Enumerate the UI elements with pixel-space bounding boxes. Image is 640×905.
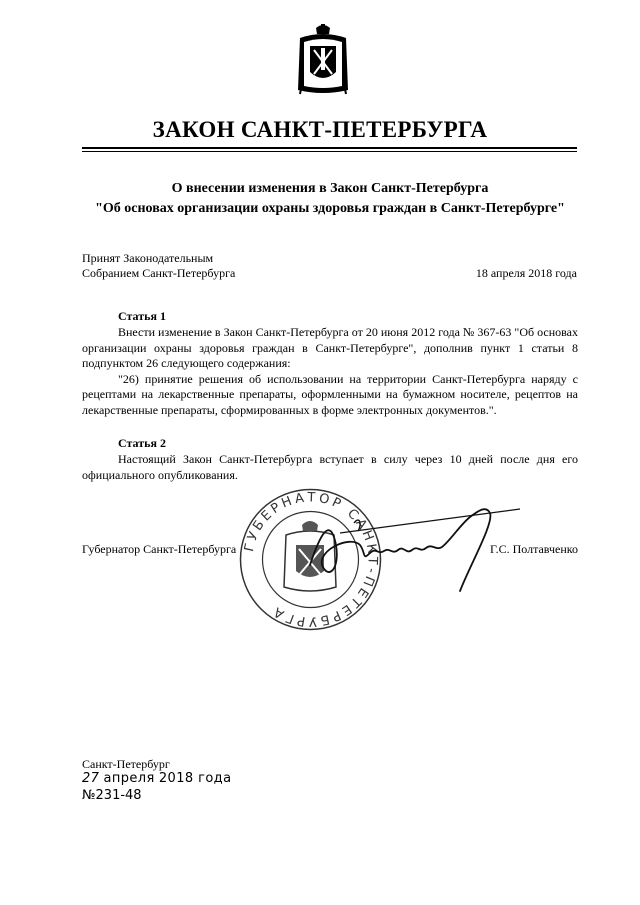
law-number-prefix: № <box>82 788 96 803</box>
signing-year: 2018 года <box>158 771 232 786</box>
signing-month: апреля <box>103 771 155 786</box>
seal-text: ГУБЕРНАТОР САНКТ-ПЕТЕРБУРГА <box>241 490 380 629</box>
adoption-line2: Собранием Санкт-Петербурга <box>82 266 236 280</box>
article-1-paragraph-2: "26) принятие решения об использовании на территории Санкт-Петербурга наряду с рецептами на лекарственные препараты, оформленными на бумажном носителе, рецептов на лекарственные препараты, сформированных в форме электронных документов.". <box>82 371 578 417</box>
law-subtitle-line1: О внесении изменения в Закон Санкт-Петербурга <box>171 181 489 196</box>
signing-day: 27 <box>82 771 100 786</box>
adoption-date: 18 апреля 2018 года <box>475 266 577 280</box>
adoption-line1: Принят Законодательным <box>82 251 214 265</box>
article-2-body <box>82 452 578 483</box>
article-2-paragraph-1: Настоящий Закон Санкт-Петербурга вступает в силу через 10 дней после дня его официального опубликования. <box>82 452 578 482</box>
title-rule <box>82 147 577 149</box>
article-1-body <box>82 325 578 418</box>
governor-name: Г.С. Полтавченко <box>489 542 578 556</box>
signing-place: Санкт-Петербург <box>82 757 170 771</box>
article-1-paragraph-1: Внести изменение в Закон Санкт-Петербурга от 20 июня 2012 года № 367-63 "Об основах организации охраны здоровья граждан в Санкт-Петербурге", дополнив пункт 1 статьи 8 подпунктом 26 следующего содержания: <box>82 325 578 370</box>
title-rule-thin <box>82 151 577 152</box>
law-title: ЗАКОН САНКТ-ПЕТЕРБУРГА <box>152 117 488 142</box>
article-2-heading: Статья 2 <box>118 436 166 450</box>
law-number <box>82 788 142 803</box>
article-1-heading: Статья 1 <box>118 309 166 323</box>
signing-date <box>82 771 231 786</box>
coat-of-arms-emblem <box>296 24 350 96</box>
law-number-value: 231-48 <box>95 788 142 803</box>
governor-title: Губернатор Санкт-Петербурга <box>82 542 237 556</box>
law-subtitle-line2: "Об основах организации охраны здоровья граждан в Санкт-Петербурге" <box>95 201 565 216</box>
